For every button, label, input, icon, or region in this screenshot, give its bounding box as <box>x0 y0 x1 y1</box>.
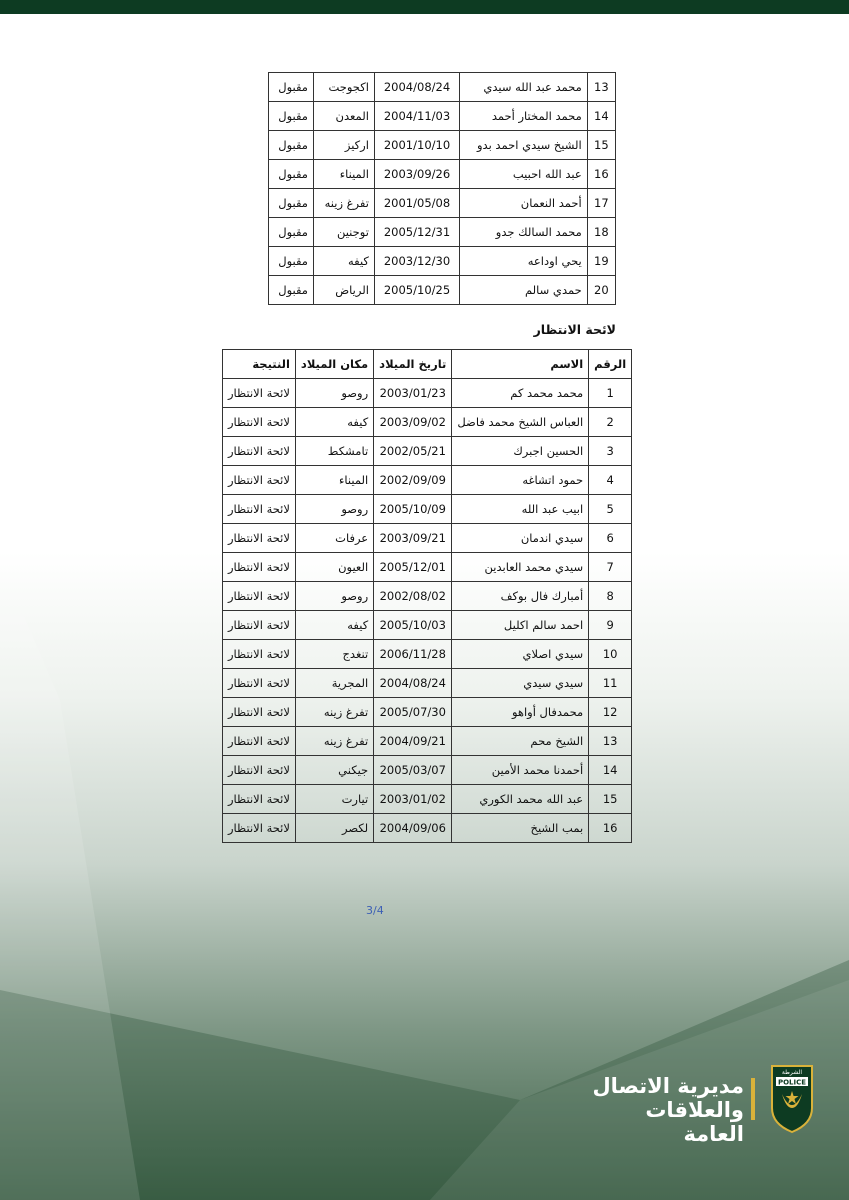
badge-top-text: الشرطة <box>781 1069 803 1076</box>
accepted-row <box>269 73 616 102</box>
cell-num: 14 <box>587 102 615 131</box>
cell-result: لائحة الانتظار <box>223 756 296 785</box>
header-result: النتيجة <box>223 350 296 379</box>
cell-place: الميناء <box>313 160 374 189</box>
cell-result: لائحة الانتظار <box>223 437 296 466</box>
header-name: الاسم <box>452 350 589 379</box>
cell-date: 2005/10/03 <box>374 611 452 640</box>
cell-num: 16 <box>587 160 615 189</box>
cell-num: 13 <box>587 73 615 102</box>
accepted-row <box>269 276 616 305</box>
cell-date: 2004/09/06 <box>374 814 452 843</box>
header-date: تاريخ الميلاد <box>374 350 452 379</box>
waitlist-row <box>223 640 632 669</box>
cell-num: 14 <box>589 756 632 785</box>
waitlist-table-body <box>223 379 632 843</box>
waitlist-row <box>223 379 632 408</box>
cell-result: لائحة الانتظار <box>223 495 296 524</box>
waitlist-row <box>223 727 632 756</box>
cell-place: تامشكط <box>295 437 373 466</box>
cell-name: بمب الشيخ <box>452 814 589 843</box>
waitlist-row <box>223 785 632 814</box>
cell-num: 6 <box>589 524 632 553</box>
waitlist-row <box>223 524 632 553</box>
waitlist-row <box>223 437 632 466</box>
cell-date: 2001/10/10 <box>374 131 459 160</box>
footer-line-1: مديرية الاتصال <box>592 1074 744 1098</box>
waitlist-row <box>223 466 632 495</box>
badge-label: POLICE <box>777 1078 807 1087</box>
cell-num: 18 <box>587 218 615 247</box>
accepted-row <box>269 218 616 247</box>
cell-date: 2002/05/21 <box>374 437 452 466</box>
cell-place: المجرية <box>295 669 373 698</box>
cell-date: 2003/12/30 <box>374 247 459 276</box>
cell-place: كيفه <box>295 408 373 437</box>
waitlist-table-header <box>223 350 632 379</box>
cell-date: 2005/10/09 <box>374 495 452 524</box>
cell-num: 1 <box>589 379 632 408</box>
cell-place: اكجوجت <box>313 73 374 102</box>
waitlist-row <box>223 495 632 524</box>
cell-name: عبد الله احبيب <box>460 160 588 189</box>
page-number: 3/4 <box>366 904 384 917</box>
waitlist-table <box>222 349 632 843</box>
cell-date: 2005/12/31 <box>374 218 459 247</box>
cell-name: أمبارك فال بوكف <box>452 582 589 611</box>
accepted-table-body <box>269 73 616 305</box>
waitlist-row <box>223 553 632 582</box>
header-row <box>223 350 632 379</box>
cell-num: 19 <box>587 247 615 276</box>
cell-name: أحمدنا محمد الأمين <box>452 756 589 785</box>
cell-result: لائحة الانتظار <box>223 727 296 756</box>
cell-name: محمدفال أواهو <box>452 698 589 727</box>
waitlist-row <box>223 582 632 611</box>
cell-num: 10 <box>589 640 632 669</box>
cell-place: عرفات <box>295 524 373 553</box>
cell-date: 2004/09/21 <box>374 727 452 756</box>
cell-place: المعدن <box>313 102 374 131</box>
cell-result: لائحة الانتظار <box>223 553 296 582</box>
cell-result: مقبول <box>269 73 314 102</box>
cell-place: اركيز <box>313 131 374 160</box>
cell-date: 2005/03/07 <box>374 756 452 785</box>
cell-place: روصو <box>295 582 373 611</box>
cell-num: 4 <box>589 466 632 495</box>
cell-place: تفرغ زينه <box>313 189 374 218</box>
waitlist-row <box>223 669 632 698</box>
cell-num: 13 <box>589 727 632 756</box>
cell-date: 2003/09/02 <box>374 408 452 437</box>
cell-result: لائحة الانتظار <box>223 640 296 669</box>
cell-result: لائحة الانتظار <box>223 582 296 611</box>
cell-result: لائحة الانتظار <box>223 379 296 408</box>
cell-num: 3 <box>589 437 632 466</box>
waitlist-row <box>223 408 632 437</box>
cell-name: محمد السالك جدو <box>460 218 588 247</box>
cell-place: تفرغ زينه <box>295 698 373 727</box>
cell-name: محمد المختار أحمد <box>460 102 588 131</box>
cell-place: لكصر <box>295 814 373 843</box>
cell-name: سيدي محمد العابدين <box>452 553 589 582</box>
footer-org-name <box>584 1074 744 1146</box>
cell-place: توجنين <box>313 218 374 247</box>
cell-num: 15 <box>589 785 632 814</box>
waitlist-heading: لائحة الانتظار <box>533 322 616 337</box>
cell-date: 2001/05/08 <box>374 189 459 218</box>
cell-name: الشيخ محم <box>452 727 589 756</box>
cell-result: لائحة الانتظار <box>223 524 296 553</box>
cell-date: 2003/09/26 <box>374 160 459 189</box>
cell-date: 2004/08/24 <box>374 669 452 698</box>
footer-line-2: والعلاقات العامة <box>645 1098 744 1146</box>
cell-num: 9 <box>589 611 632 640</box>
cell-name: العباس الشيخ محمد فاضل <box>452 408 589 437</box>
cell-result: لائحة الانتظار <box>223 611 296 640</box>
cell-num: 7 <box>589 553 632 582</box>
cell-name: سيدي اصلاي <box>452 640 589 669</box>
cell-num: 20 <box>587 276 615 305</box>
cell-num: 12 <box>589 698 632 727</box>
cell-result: مقبول <box>269 247 314 276</box>
cell-result: مقبول <box>269 218 314 247</box>
cell-place: روصو <box>295 379 373 408</box>
cell-result: لائحة الانتظار <box>223 466 296 495</box>
cell-result: لائحة الانتظار <box>223 814 296 843</box>
cell-name: يحي اوداعه <box>460 247 588 276</box>
accepted-row <box>269 102 616 131</box>
header-num: الرقم <box>589 350 632 379</box>
cell-num: 11 <box>589 669 632 698</box>
cell-date: 2003/01/23 <box>374 379 452 408</box>
cell-num: 8 <box>589 582 632 611</box>
cell-num: 5 <box>589 495 632 524</box>
cell-result: لائحة الانتظار <box>223 408 296 437</box>
accepted-table <box>268 72 616 305</box>
cell-date: 2002/08/02 <box>374 582 452 611</box>
cell-result: مقبول <box>269 160 314 189</box>
accepted-row <box>269 247 616 276</box>
cell-name: عبد الله محمد الكوري <box>452 785 589 814</box>
accepted-row <box>269 131 616 160</box>
cell-name: محمد عبد الله سيدي <box>460 73 588 102</box>
cell-date: 2006/11/28 <box>374 640 452 669</box>
cell-place: كيفه <box>313 247 374 276</box>
waitlist-row <box>223 814 632 843</box>
cell-name: سيدي سيدي <box>452 669 589 698</box>
cell-place: تيارت <box>295 785 373 814</box>
cell-result: مقبول <box>269 276 314 305</box>
cell-name: سيدي اندمان <box>452 524 589 553</box>
cell-place: العيون <box>295 553 373 582</box>
cell-result: مقبول <box>269 131 314 160</box>
cell-name: احمد سالم اكليل <box>452 611 589 640</box>
cell-result: لائحة الانتظار <box>223 785 296 814</box>
cell-name: أحمد النعمان <box>460 189 588 218</box>
waitlist-row <box>223 698 632 727</box>
cell-date: 2004/11/03 <box>374 102 459 131</box>
waitlist-row <box>223 611 632 640</box>
cell-place: تنغدج <box>295 640 373 669</box>
cell-place: كيفه <box>295 611 373 640</box>
police-badge-icon <box>770 1064 814 1134</box>
cell-num: 2 <box>589 408 632 437</box>
cell-date: 2005/10/25 <box>374 276 459 305</box>
cell-name: ابيب عبد الله <box>452 495 589 524</box>
cell-name: محمد محمد كم <box>452 379 589 408</box>
cell-date: 2004/08/24 <box>374 73 459 102</box>
top-green-bar <box>0 0 849 14</box>
waitlist-row <box>223 756 632 785</box>
accepted-row <box>269 160 616 189</box>
cell-place: الرياض <box>313 276 374 305</box>
cell-name: حمدي سالم <box>460 276 588 305</box>
cell-place: روصو <box>295 495 373 524</box>
cell-num: 16 <box>589 814 632 843</box>
cell-date: 2002/09/09 <box>374 466 452 495</box>
cell-num: 15 <box>587 131 615 160</box>
cell-date: 2005/07/30 <box>374 698 452 727</box>
cell-date: 2003/09/21 <box>374 524 452 553</box>
cell-date: 2005/12/01 <box>374 553 452 582</box>
cell-name: حمود اتشاغه <box>452 466 589 495</box>
cell-result: مقبول <box>269 189 314 218</box>
cell-place: تفرغ زينه <box>295 727 373 756</box>
accepted-row <box>269 189 616 218</box>
cell-place: جيكني <box>295 756 373 785</box>
cell-name: الحسين اجبرك <box>452 437 589 466</box>
cell-num: 17 <box>587 189 615 218</box>
footer-divider <box>751 1078 755 1120</box>
cell-result: لائحة الانتظار <box>223 669 296 698</box>
cell-name: الشيخ سيدي احمد بدو <box>460 131 588 160</box>
header-place: مكان الميلاد <box>295 350 373 379</box>
cell-date: 2003/01/02 <box>374 785 452 814</box>
cell-result: مقبول <box>269 102 314 131</box>
cell-result: لائحة الانتظار <box>223 698 296 727</box>
cell-place: الميناء <box>295 466 373 495</box>
